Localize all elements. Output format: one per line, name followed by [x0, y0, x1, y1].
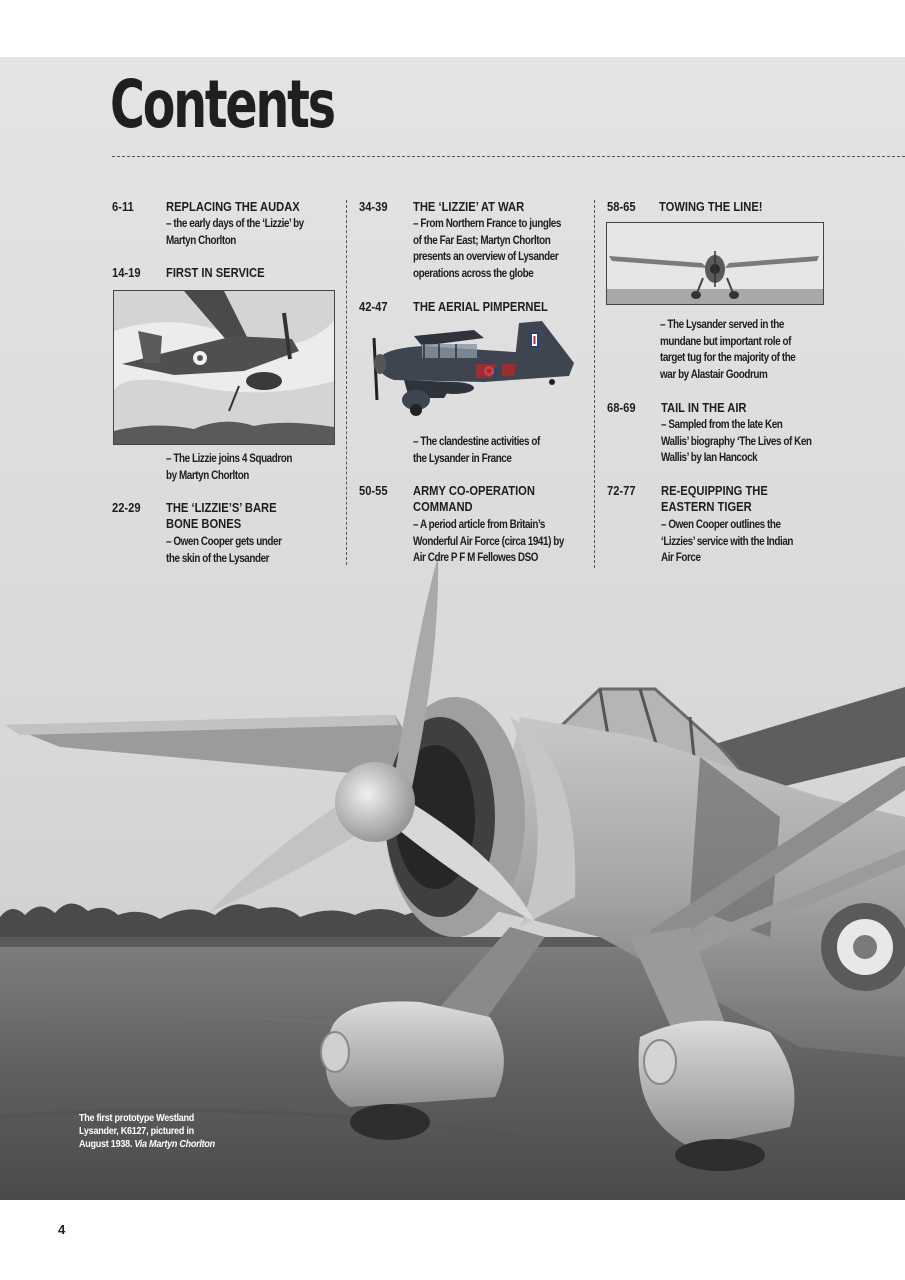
entry-description — [661, 517, 793, 567]
entry-heading-line: BONE BONES — [166, 516, 242, 531]
caption-line: Lysander, K6127, pictured in — [79, 1125, 194, 1137]
entry-description-line: – Owen Cooper gets under — [166, 536, 282, 548]
entry-description — [660, 317, 795, 383]
entry-heading-line: THE ‘LIZZIE’S’ BARE — [166, 500, 277, 515]
entry-heading: TOWING THE LINE! — [659, 199, 763, 214]
entry-description — [166, 451, 292, 484]
entry-description-line: – The clandestine activities of — [413, 436, 540, 448]
entry-heading-line: ARMY CO-OPERATION — [413, 483, 535, 498]
entry-description-line: operations across the globe — [413, 267, 534, 280]
caption-text: August 1938. — [79, 1138, 135, 1150]
entry-description-line: by Martyn Chorlton — [166, 469, 249, 482]
entry-heading — [166, 500, 277, 532]
entry-description-line: target tug for the majority of the — [660, 352, 796, 364]
entry-heading: REPLACING THE AUDAX — [166, 199, 300, 214]
entry-description-line: – the early days of the ‘Lizzie’ by — [166, 218, 304, 230]
entry-pages: 6-11 — [112, 199, 134, 214]
entry-pages: 42-47 — [359, 299, 388, 314]
page-number: 4 — [58, 1222, 66, 1237]
entry-description — [166, 216, 304, 249]
entry-pages: 14-19 — [112, 265, 141, 280]
entry-description-line: – Owen Cooper outlines the — [661, 519, 781, 531]
entry-description — [661, 417, 812, 467]
entry-description-line: Wallis’ biography ‘The Lives of Ken — [661, 435, 812, 448]
column-divider-2 — [594, 200, 595, 568]
page-title: Contents — [110, 66, 334, 143]
entry-heading — [413, 483, 535, 515]
entry-heading-line: EASTERN TIGER — [661, 499, 752, 514]
entry-description-line: Air Cdre P F M Fellowes DSO — [413, 552, 539, 564]
entry-heading — [661, 483, 768, 515]
entry-description-line: ‘Lizzies’ service with the Indian — [661, 535, 794, 548]
entry-pages: 72-77 — [607, 483, 636, 498]
entry-description-line: Martyn Chorlton — [166, 234, 236, 247]
entry-pages: 58-65 — [607, 199, 636, 214]
entry-description-line: Wonderful Air Force (circa 1941) by — [413, 535, 564, 548]
entry-heading: THE ‘LIZZIE’ AT WAR — [413, 199, 525, 214]
caption-line — [79, 1138, 215, 1151]
inset-photo-first-in-service — [113, 290, 335, 445]
entry-pages: 50-55 — [359, 483, 388, 498]
entry-description-line: Wallis’ by Ian Hancock — [661, 452, 758, 464]
caption-credit: Via Martyn Chorlton — [134, 1138, 215, 1150]
entry-description-line: – The Lizzie joins 4 Squadron — [166, 453, 293, 465]
column-divider-1 — [346, 200, 347, 565]
entry-description-line: the skin of the Lysander — [166, 552, 270, 565]
caption-line: The first prototype Westland — [79, 1112, 195, 1124]
entry-description-line: mundane but important role of — [660, 335, 791, 348]
entry-description-line: of the Far East; Martyn Chorlton — [413, 234, 551, 247]
entry-description-line: war by Alastair Goodrum — [660, 368, 768, 381]
entry-heading: TAIL IN THE AIR — [661, 400, 747, 415]
entry-pages: 68-69 — [607, 400, 636, 415]
entry-description — [413, 434, 540, 467]
entry-description — [166, 534, 282, 567]
entry-description-line: presents an overview of Lysander — [413, 251, 559, 263]
photo-caption — [79, 1112, 215, 1151]
entry-description — [413, 517, 564, 567]
inset-photo-target-tug — [606, 222, 824, 305]
entry-heading: THE AERIAL PIMPERNEL — [413, 299, 548, 314]
entry-pages: 34-39 — [359, 199, 388, 214]
title-divider — [112, 156, 905, 157]
entry-description — [413, 216, 561, 282]
entry-heading-line: RE-EQUIPPING THE — [661, 483, 768, 498]
entry-description-line: the Lysander in France — [413, 452, 512, 465]
entry-heading-line: COMMAND — [413, 499, 473, 514]
illustration-lysander-special-duties — [364, 318, 579, 423]
entry-description-line: Air Force — [661, 552, 701, 564]
entry-heading: FIRST IN SERVICE — [166, 265, 265, 280]
entry-description-line: – A period article from Britain’s — [413, 519, 545, 531]
entry-description-line: – The Lysander served in the — [660, 319, 784, 331]
entry-description-line: – Sampled from the late Ken — [661, 419, 783, 431]
entry-description-line: – From Northern France to jungles — [413, 218, 561, 230]
entry-pages: 22-29 — [112, 500, 141, 515]
